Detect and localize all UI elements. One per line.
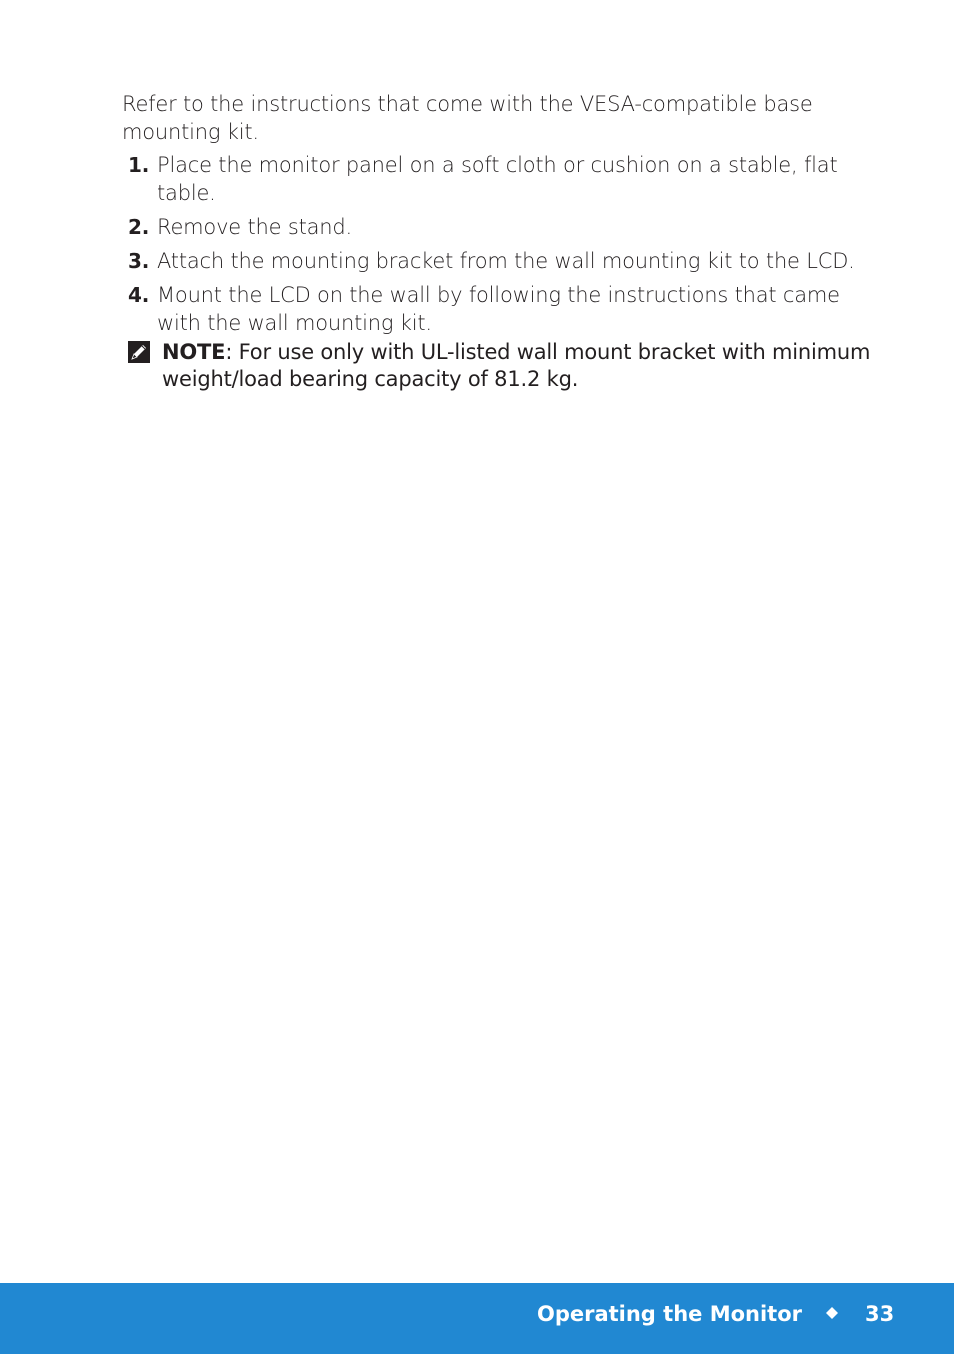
step-text: Mount the LCD on the wall by following the instructions that came with the wall mounting kit.: [157, 283, 840, 335]
intro-paragraph: Refer to the instructions that come with the VESA-compatible base mounting kit.: [122, 92, 813, 144]
list-item: [122, 151, 894, 207]
pencil-note-icon: [128, 341, 150, 363]
note-block: [122, 339, 892, 393]
step-number: 4.: [128, 283, 150, 307]
step-number: 3.: [128, 249, 150, 273]
page-number: 33: [865, 1302, 895, 1326]
note-label: NOTE: [162, 340, 226, 364]
step-number: 1.: [128, 153, 150, 177]
main-content: [122, 90, 894, 393]
note-text: : For use only with UL-listed wall mount bracket with minimum weight/load bearing capacity of 81.2 kg.: [162, 340, 871, 391]
footer-bar: [0, 1283, 954, 1354]
steps-list: [122, 151, 894, 337]
step-text: Remove the stand.: [157, 215, 352, 239]
list-item: [122, 213, 894, 241]
step-number: 2.: [128, 215, 150, 239]
step-text: Place the monitor panel on a soft cloth or cushion on a stable, flat table.: [157, 153, 838, 205]
step-text: Attach the mounting bracket from the wall mounting kit to the LCD.: [157, 249, 855, 273]
footer-section-title: Operating the Monitor: [536, 1302, 802, 1326]
list-item: [122, 247, 894, 275]
list-item: [122, 281, 894, 337]
diamond-icon: [826, 1307, 838, 1319]
